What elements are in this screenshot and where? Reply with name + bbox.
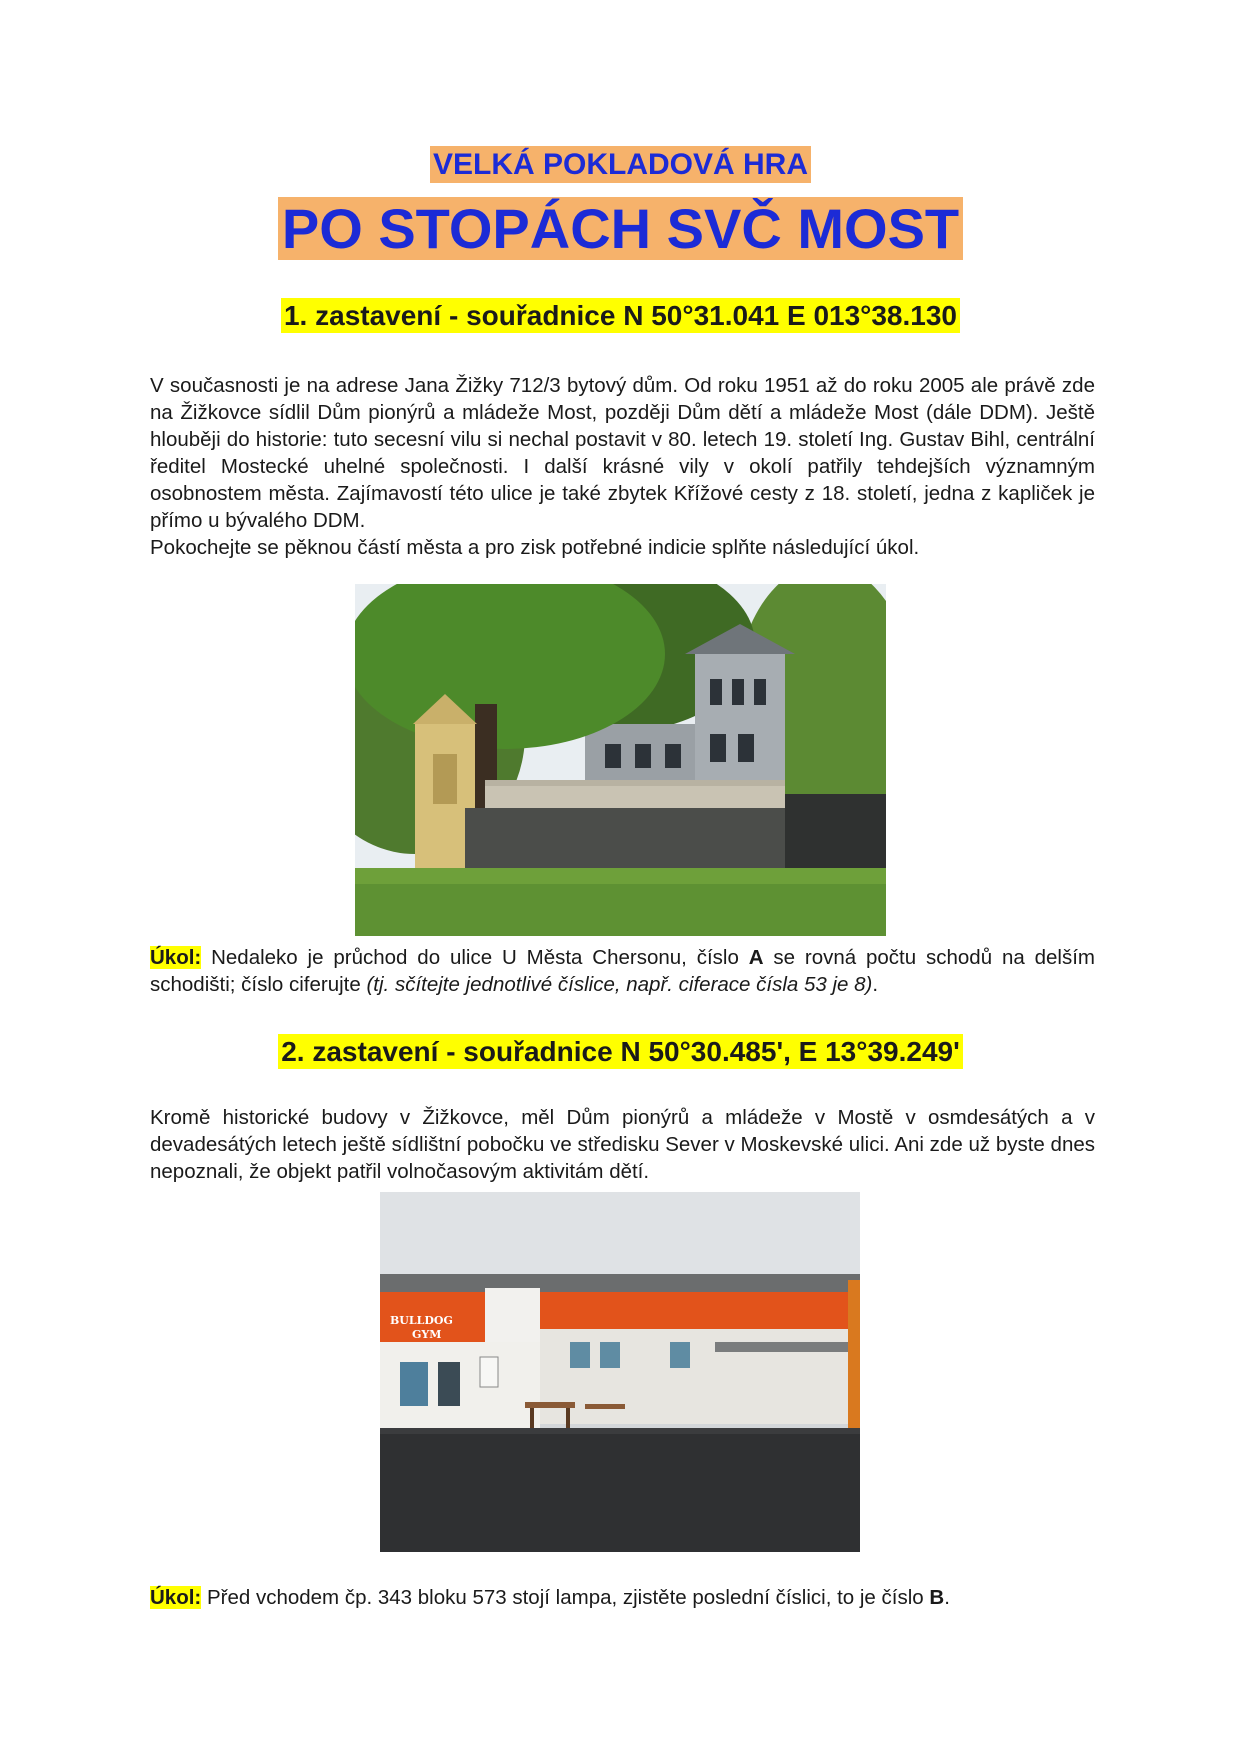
- stop1-heading-text: 1. zastavení - souřadnice N 50°31.041 E 013°38.130: [281, 298, 960, 333]
- stop2-photo: [380, 1192, 860, 1552]
- gym-sign-line2: GYM: [412, 1328, 442, 1341]
- stop2-task-letter: B: [929, 1586, 945, 1609]
- kicker-text: VELKÁ POKLADOVÁ HRA: [430, 146, 811, 183]
- stop2-heading: [0, 1036, 1241, 1068]
- gym-sign-line1: BULLDOG: [390, 1314, 453, 1327]
- stop1-task: [150, 944, 1095, 998]
- page-title: [0, 196, 1241, 262]
- title-text: PO STOPÁCH SVČ MOST: [278, 197, 963, 260]
- stop2-task-text: Před vchodem čp. 343 bloku 573 stojí lampa, zjistěte poslední číslici, to je číslo: [201, 1586, 930, 1609]
- stop1-task-text-2: se rovná počtu schodů na delším schodišti; číslo ciferujte: [150, 946, 1095, 996]
- stop1-task-label: Úkol:: [150, 946, 202, 969]
- stop2-task-label: Úkol:: [150, 1586, 202, 1609]
- stop1-paragraph: V současnosti je na adrese Jana Žižky 712/3 bytový dům. Od roku 1951 až do roku 2005 ale právě zde na Žižkovce sídlil Dům pionýrů a mládeže Most, později Dům dětí a mládeže Most (dále DDM). Ještě hlouběji do historie: tuto secesní vilu si nechal postavit v 80. letech 19. století Ing. Gustav Bihl, centrální ředitel Mostecké uhelné společnosti. I další krásné vily v okolí patřily tehdejších významným osobnostem města. Zajímavostí této ulice je také zbytek Křížové cesty z 18. století, jedna z kapliček je přímo u bývalého DDM.: [150, 374, 1095, 532]
- stop2-description: [150, 1104, 1095, 1185]
- stop2-heading-text: 2. zastavení - souřadnice N 50°30.485', E 13°39.249': [278, 1034, 963, 1069]
- stop2-paragraph: Kromě historické budovy v Žižkovce, měl Dům pionýrů a mládeže v Mostě v osmdesátých a v devadesátých letech ještě sídlištní pobočku ve středisku Sever v Moskevské ulici. Ani zde už byste dnes nepoznali, že objekt patřil volnočasovým aktivitám dětí.: [150, 1106, 1095, 1183]
- stop1-task-text-1: Nedaleko je průchod do ulice U Města Chersonu, číslo: [201, 946, 749, 969]
- stop2-task-end: .: [944, 1586, 950, 1609]
- gym-photo-illustration: [380, 1192, 860, 1552]
- stop1-description: [150, 372, 1095, 561]
- stop1-task-letter: A: [748, 946, 764, 969]
- stop1-task-italic: (tj. sčítejte jednotlivé číslice, např. ciferace čísla 53 je 8): [366, 973, 873, 996]
- page-kicker: [0, 148, 1241, 182]
- stop2-task: [150, 1584, 1095, 1611]
- villa-photo-illustration: [355, 584, 886, 936]
- stop1-photo: [355, 584, 886, 936]
- stop1-paragraph2: Pokochejte se pěknou částí města a pro zisk potřebné indicie splňte následující úkol.: [150, 536, 920, 559]
- stop1-task-end: .: [872, 973, 879, 996]
- stop1-heading: [0, 300, 1241, 332]
